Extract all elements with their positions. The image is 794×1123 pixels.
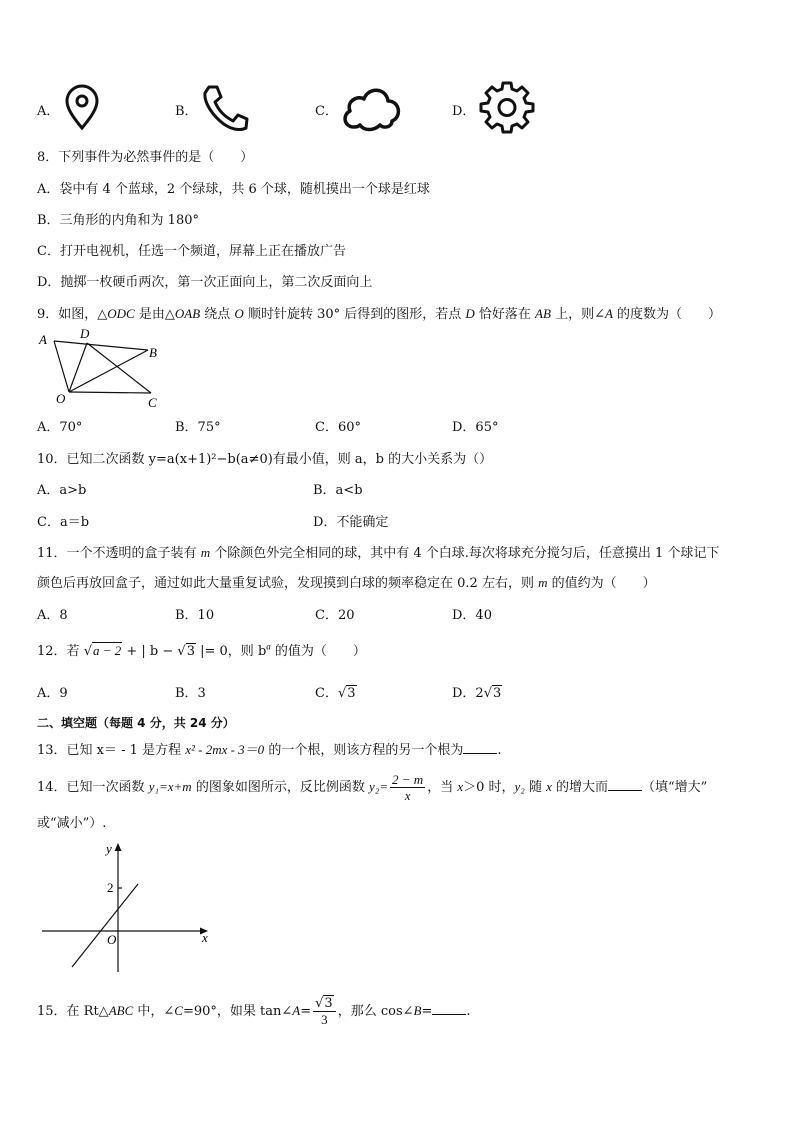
q12-option-a: A．9 (37, 686, 68, 701)
q7-option-a-letter: A． (37, 104, 60, 119)
q8-option-d: D．抛掷一枚硬币两次，第一次正面向上，第二次反面向上 (37, 275, 373, 290)
x-axis-label: x (202, 930, 208, 945)
q9-option-a: A．70° (37, 420, 83, 435)
q14-line1: 14．已知一次函数 y₁=x+m 的图象如图所示，反比例函数 y₂= $\frac{2 - m}{x}$ ，当 x＞0 时，y₂ 随 x 的增大而 （填“增大” (37, 772, 708, 803)
q12-option-d: D．2√3 (452, 686, 502, 701)
cloud-icon (340, 83, 404, 131)
q12-option-c: C．√3 (315, 686, 356, 701)
origin-label: O (107, 932, 117, 947)
segment-dc (87, 343, 151, 393)
q8-stem: 8．下列事件为必然事件的是（ ） (37, 150, 254, 165)
q10-stem: 10．已知二次函数 y=a(x+1)²−b(a≠0)有最小值，则 a，b 的大小关系为（） (37, 452, 493, 467)
q8-option-a: A．袋中有 4 个蓝球，2 个绿球，共 6 个球，随机摸出一个球是红球 (37, 182, 430, 197)
segment-oa (54, 341, 69, 392)
q8-option-c: C．打开电视机，任选一个频道，屏幕上正在播放广告 (37, 244, 346, 259)
q9-option-d: D．65° (452, 420, 499, 435)
q12-option-b: B．3 (175, 686, 206, 701)
label-a: A (39, 332, 47, 347)
label-b: B (149, 345, 157, 360)
segment-oc (69, 392, 151, 393)
y-axis-label: y (106, 841, 112, 856)
q11-line2: 颜色后再放回盒子，通过如此大量重复试验，发现摸到白球的频率稳定在 0.2 左右，则 m 的值约为（ ） (37, 575, 656, 591)
q8-option-b: B．三角形的内角和为 180° (37, 213, 199, 228)
q10-option-a: A．a>b (37, 483, 87, 498)
q7-option-c-letter: C． (315, 104, 338, 119)
q12-stem: 12．若 √a − 2 + | b − √3 |= 0，则 $b^a$ 的值为（ ） (37, 641, 366, 659)
q7-option-b-letter: B． (175, 104, 198, 119)
q9-option-b: B．75° (175, 420, 221, 435)
q11-option-a: A．8 (37, 608, 68, 623)
phone-icon (200, 83, 250, 133)
q11-line1: 11．一个不透明的盒子装有 m 个除颜色外完全相同的球，其中有 4 个白球.每次将球充分搅匀后，任意摸出 1 个球记下 (37, 545, 720, 561)
q9-figure (34, 325, 174, 410)
segment-od (69, 343, 87, 392)
section-heading-fill-in: 二、填空题（每题 4 分，共 24 分） (37, 716, 235, 730)
q14-graph (38, 838, 218, 978)
answer-blank[interactable] (608, 778, 642, 791)
label-c: C (148, 395, 157, 410)
q15-stem: 15．在 Rt△ABC 中，∠C=90°，如果 tan∠A= $\frac{√3}{3}$ ，那么 cos∠B= . (37, 996, 471, 1027)
q14-line2: 或“减小”）. (37, 816, 107, 831)
map-pin-icon (62, 84, 102, 132)
q9-stem: 9．如图，△ODC 是由△OAB 绕点 O 顺时针旋转 30° 后得到的图形，若点 D 恰好落在 AB 上，则∠A 的度数为（ ） (37, 306, 722, 322)
q11-option-c: C．20 (315, 608, 355, 623)
label-o: O (56, 391, 66, 406)
gear-icon (478, 80, 536, 134)
q9-option-c: C．60° (315, 420, 361, 435)
line-y1 (72, 884, 138, 967)
segment-ob (69, 350, 148, 392)
q11-option-b: B．10 (175, 608, 215, 623)
q13-stem: 13．已知 x＝ - 1 是方程 x² - 2mx - 3＝0 的一个根，则该方程的另一个根为 . (37, 742, 502, 758)
q10-option-b: B．a<b (313, 483, 363, 498)
label-d: D (80, 326, 90, 341)
answer-blank[interactable] (432, 1002, 466, 1015)
y-axis-arrow (115, 843, 122, 851)
answer-blank[interactable] (463, 741, 497, 754)
q7-option-d-letter: D． (452, 104, 476, 119)
segment-ab (54, 341, 148, 350)
q10-option-d: D．不能确定 (313, 515, 389, 530)
q11-option-d: D．40 (452, 608, 492, 623)
tick-label-2: 2 (107, 880, 114, 895)
q10-option-c: C．a＝b (37, 515, 90, 530)
